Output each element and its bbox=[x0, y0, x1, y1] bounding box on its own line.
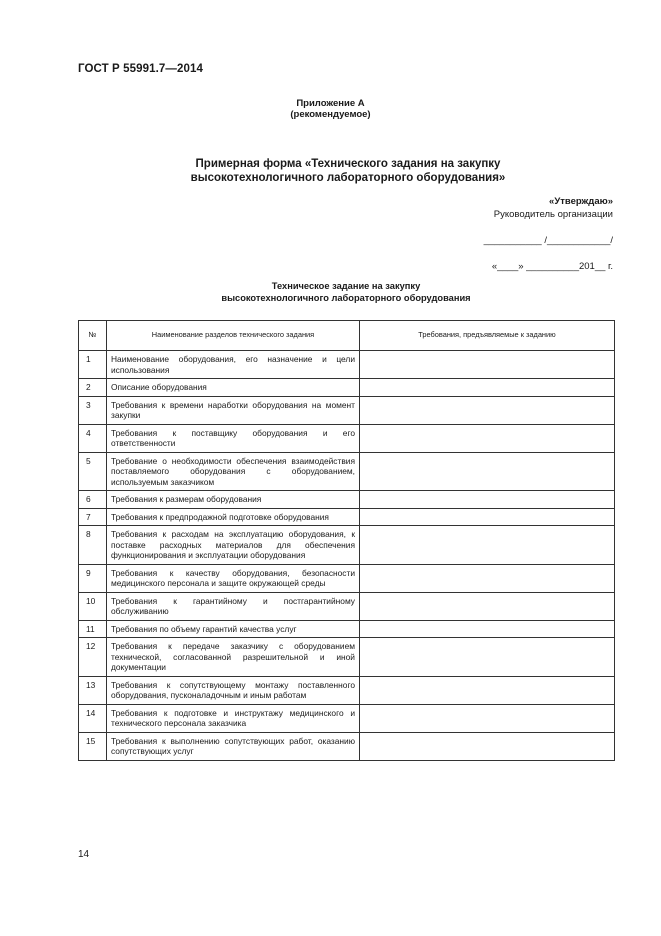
section-name: Требования к предпродажной подготовке оборудования bbox=[107, 508, 360, 526]
table-row bbox=[79, 424, 615, 452]
requirements-cell bbox=[360, 379, 615, 397]
row-number: 3 bbox=[79, 396, 107, 424]
section-name: Требования к качеству оборудования, безопасности медицинского персонала и защите окружающей среды bbox=[107, 564, 360, 592]
requirements-cell bbox=[360, 526, 615, 565]
form-title-line-1: Примерная форма «Технического задания на закупку bbox=[195, 158, 501, 170]
row-number: 7 bbox=[79, 508, 107, 526]
date-line: «____» __________201__ г. bbox=[491, 261, 613, 272]
column-header-number: № bbox=[79, 321, 107, 351]
row-number: 2 bbox=[79, 379, 107, 397]
section-name: Требования к выполнению сопутствующих работ, оказанию сопутствующих услуг bbox=[107, 732, 360, 760]
requirements-cell bbox=[360, 491, 615, 509]
row-number: 14 bbox=[79, 704, 107, 732]
appendix-label: Приложение А bbox=[296, 98, 365, 109]
table-row bbox=[79, 564, 615, 592]
row-number: 15 bbox=[79, 732, 107, 760]
specification-title bbox=[0, 280, 661, 304]
row-number: 4 bbox=[79, 424, 107, 452]
section-name: Требования по объему гарантий качества услуг bbox=[107, 620, 360, 638]
form-title-line-2: высокотехнологичного лабораторного оборудования» bbox=[190, 172, 506, 184]
signature-line: ___________ /____________/ bbox=[483, 235, 613, 246]
section-name: Требования к подготовке и инструктажу медицинского и технического персонала заказчика bbox=[107, 704, 360, 732]
requirements-table bbox=[78, 320, 615, 761]
table-row bbox=[79, 396, 615, 424]
approve-label: «Утверждаю» bbox=[549, 196, 613, 207]
row-number: 1 bbox=[79, 351, 107, 379]
row-number: 12 bbox=[79, 638, 107, 677]
column-header-requirements: Требования, предъявляемые к заданию bbox=[360, 321, 615, 351]
approver-position: Руководитель организации bbox=[493, 209, 613, 220]
table-row bbox=[79, 379, 615, 397]
table-row bbox=[79, 452, 615, 491]
row-number: 5 bbox=[79, 452, 107, 491]
requirements-cell bbox=[360, 564, 615, 592]
requirements-cell bbox=[360, 638, 615, 677]
section-name: Наименование оборудования, его назначение и цели использования bbox=[107, 351, 360, 379]
section-name: Требования к времени наработки оборудования на момент закупки bbox=[107, 396, 360, 424]
table-row bbox=[79, 491, 615, 509]
appendix-status: (рекомендуемое) bbox=[290, 109, 371, 120]
table-header-row bbox=[79, 321, 615, 351]
column-header-section: Наименование разделов технического задания bbox=[107, 321, 360, 351]
requirements-cell bbox=[360, 424, 615, 452]
specification-title-line-2: высокотехнологичного лабораторного оборудования bbox=[221, 293, 471, 303]
section-name: Требования к расходам на эксплуатацию оборудования, к поставке расходных материалов для обеспечения функционирования и эксплуатации оборудования bbox=[107, 526, 360, 565]
row-number: 6 bbox=[79, 491, 107, 509]
requirements-cell bbox=[360, 452, 615, 491]
section-name: Требования к сопутствующему монтажу поставленного оборудования, пусконаладочным и иным работам bbox=[107, 676, 360, 704]
requirements-cell bbox=[360, 508, 615, 526]
page-number: 14 bbox=[78, 849, 90, 860]
form-title bbox=[0, 157, 661, 185]
requirements-cell bbox=[360, 732, 615, 760]
table-row bbox=[79, 620, 615, 638]
table-row bbox=[79, 592, 615, 620]
requirements-cell bbox=[360, 396, 615, 424]
table-row bbox=[79, 526, 615, 565]
table-row bbox=[79, 676, 615, 704]
table-row bbox=[79, 732, 615, 760]
row-number: 9 bbox=[79, 564, 107, 592]
row-number: 13 bbox=[79, 676, 107, 704]
row-number: 11 bbox=[79, 620, 107, 638]
section-name: Требования к передаче заказчику с оборудованием технической, согласованной разрешительной и иной документации bbox=[107, 638, 360, 677]
table-row bbox=[79, 638, 615, 677]
requirements-cell bbox=[360, 620, 615, 638]
section-name: Требования к гарантийному и постгарантийному обслуживанию bbox=[107, 592, 360, 620]
table-row bbox=[79, 508, 615, 526]
specification-title-line-1: Техническое задание на закупку bbox=[271, 281, 421, 291]
row-number: 10 bbox=[79, 592, 107, 620]
requirements-cell bbox=[360, 704, 615, 732]
table-row bbox=[79, 351, 615, 379]
section-name: Требования к размерам оборудования bbox=[107, 491, 360, 509]
document-code: ГОСТ Р 55991.7—2014 bbox=[78, 63, 203, 75]
requirements-cell bbox=[360, 676, 615, 704]
section-name: Описание оборудования bbox=[107, 379, 360, 397]
requirements-cell bbox=[360, 351, 615, 379]
section-name: Требование о необходимости обеспечения взаимодействия поставляемого оборудования с оборудованием, используемым заказчиком bbox=[107, 452, 360, 491]
requirements-cell bbox=[360, 592, 615, 620]
section-name: Требования к поставщику оборудования и его ответственности bbox=[107, 424, 360, 452]
table-row bbox=[79, 704, 615, 732]
row-number: 8 bbox=[79, 526, 107, 565]
